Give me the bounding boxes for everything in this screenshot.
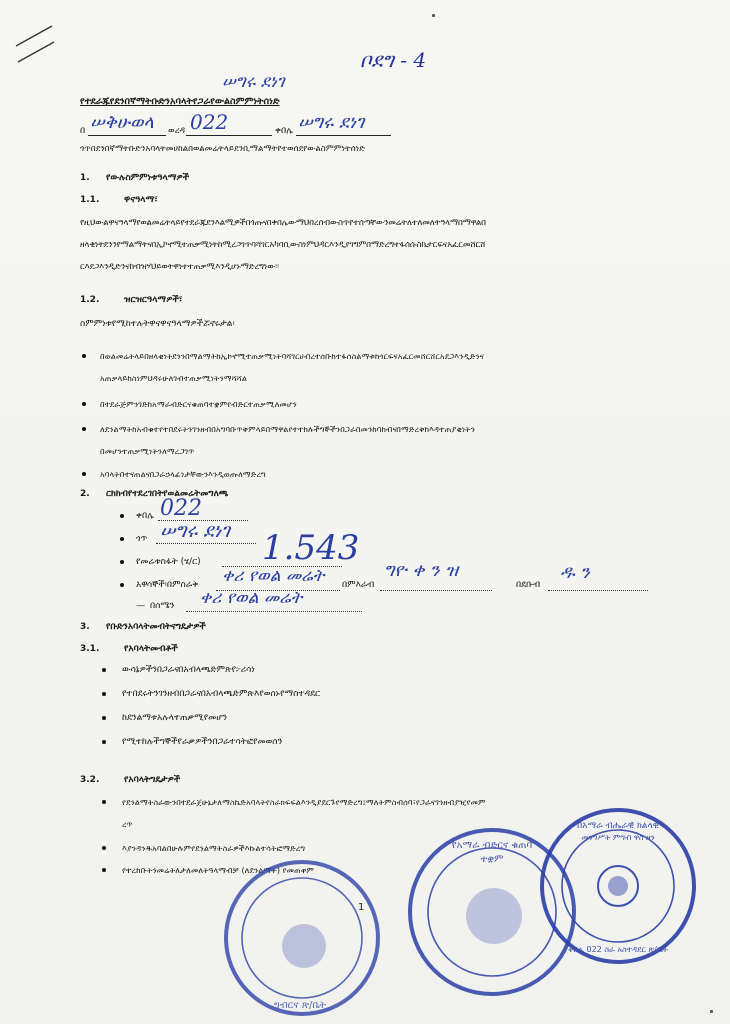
header-kebele-handwritten: ሠግሩ ደነገ [298, 112, 365, 133]
bullet [102, 800, 106, 804]
right4: የሚተከሉችግኞችየራቃዎችንበጋራተሳትፎየመወሰን [122, 737, 283, 747]
section1-2-number: 1.2. [80, 295, 100, 305]
section3-2-number: 3.2. [80, 775, 100, 785]
section1-2-title: ዝርዝርዓላማዎች፣ [124, 295, 183, 305]
section1-1-title: ዋናዓላማ፣ [124, 195, 158, 205]
stamp-right-text2: መንግሥት ምግብ ዋስ ዞን [581, 833, 655, 842]
bullet [102, 716, 106, 720]
got-value-handwritten: ሠግሩ ደነገ [160, 520, 230, 542]
section3-number: 3. [80, 622, 90, 632]
section1-1-para-line2: ዘላቂነትደንንየማልማትናበኢኮኖሚተጠቃሚነትከሚረጋገጥባሻገርአካባቢውስነምህዳርእንዲያገግምበማድረግተፋሰሱስኬታርፍናአፈርመሸርሸ [80, 239, 486, 249]
objective2: በተደራጅምንገድከአማራብድርናቁጠባተቋምየብድርተጠቃሚለመሆን [100, 399, 297, 409]
stamp-middle-text2: ተቋም [480, 854, 504, 865]
right1: ውሳኔዎችንበጋራናበአብላጫድምጽየ፦ሪሳነ [122, 665, 255, 675]
section1-number: 1. [80, 173, 90, 183]
bullet [82, 354, 86, 358]
bullet [120, 537, 124, 541]
place-underline [88, 135, 166, 136]
stamp-right-text3: ቀበሌ 022 ስራ አስተዳደር ጽ/ቤት [568, 945, 668, 954]
boundary-north-dash: — [136, 601, 145, 611]
section3-1-number: 3.1. [80, 644, 100, 654]
stamp-left-text: ግብርና ጽ/ቤት [273, 1000, 327, 1011]
header-line2-prefix: በ [80, 126, 86, 136]
objective1-line2: አጠቃላይከስነምህዳሩሁለገብተጠቃሚነትንማሻሻል [100, 373, 248, 383]
objective1-line1: በወልመሬትላይበዘላቂነትደንንበማልማትከኢኮኖሚተጠቃሚነትባሻገርሀብረተሰቡከተፋሰስልማቱከጎርፍናአፈርመሸርሸርአደጋእንዲድንና [100, 351, 485, 361]
section2-number: 2. [80, 489, 90, 499]
header-handwritten-top: ሠግሩ ደነገ [222, 72, 285, 92]
boundary-east-label: አዋሳኞች፡በምስራቅ [136, 580, 199, 590]
section2-title: ርክክብየተደረገበትየወልመሬትመግለጫ [106, 489, 229, 499]
bullet [82, 472, 86, 476]
document-title: የተደራጁየደንበኛማትቡድንአባላትየጋራየውልስምምነትሰነድ [80, 96, 280, 107]
boundary-north-fill-line [186, 611, 362, 612]
duty2: እያንዳንዱአባልበሁሉምየደንልማትስራዎችእኩልተሳትፎማድረግ [122, 843, 306, 853]
kebele-underline [296, 135, 391, 136]
bullet [102, 668, 106, 672]
bullet [102, 740, 106, 744]
boundary-north-label: በሰሜን [150, 601, 175, 611]
bullet [102, 692, 106, 696]
header-place-handwritten: ሠቅሁወላ [90, 112, 154, 133]
section1-title: የውሉስምምነቱዓላማዎች [106, 173, 190, 183]
header-line2-woreda: ወረዳ [168, 126, 186, 136]
stamp-right [538, 806, 698, 966]
duty3: የተረከቡትንመሬትለታለመለትዓላማብቻ (ለደንልማት) የመጠቀም [122, 865, 314, 875]
boundary-west-fill-line [380, 590, 492, 591]
woreda-underline [186, 135, 272, 136]
duty1-line1: የደንልማትስራውንበተደራጀሁኔታለማስኬድአባላትየስራክፍፍልእንዲያደርጉየማድረግ፤ማለትምስብሰባ፣የጋራናገንዘብያዢየመም [122, 797, 486, 807]
right2: የተበደሩትንገንዘብበጋራናበአብላጫድምጽእየወሰኑየማስተዳደር [122, 689, 320, 699]
margin-note-handwritten: ቦደግ - 4 [360, 48, 427, 72]
section1-2-intro: ስምምነቱየሚከተሉትዋናዋናዓላማዎችሯኖሩታል፡ [80, 319, 235, 329]
boundary-south-label: በደቡብ [516, 580, 541, 590]
section1-1-para-line3: ርእደጋእንዲድንናከብዝሃህይወትዋነተተጠቃሚእንዲሆኑማድረግነው፡፡ [80, 261, 280, 271]
stamp-left [222, 850, 382, 1020]
got-fill-line [156, 543, 256, 544]
kebele-value-handwritten: 022 [160, 496, 202, 521]
section1-1-number: 1.1. [80, 195, 100, 205]
bullet [120, 560, 124, 564]
boundary-west-label: በምእራብ [342, 580, 375, 590]
stamp-middle-text1: የአማራ ብድርና ቁጠባ [451, 840, 533, 851]
got-label: ጎጥ [136, 534, 148, 544]
speck [432, 14, 435, 17]
duty1-line2: ረጥ [122, 819, 133, 829]
header-line2-kebele: ቀበሌ [275, 126, 293, 136]
objective3-line2: በመሆንተጠቃሚነትንለማረጋገጥ [100, 446, 195, 456]
header-line3: ጎጥበደንበኛማትቡድንአባላትመሀከልበወልመሬትላይደንቢማልማትየተወሰደየውልስምምነትሰነድ [80, 144, 366, 154]
speck [710, 1010, 713, 1013]
bullet [120, 583, 124, 587]
section1-1-para-line1: የዚህውልዋናዓላማየወልመሬትላይየተደራጁደንእልሚዎችበጎጡናበቀበሌውማህበረሰብውስጥየተሰጣቸውንመሬትለተለመለትዓላማበማዋልበ [80, 217, 486, 227]
stamp-right-text1: በአማራ ብሔራዊ ክልላዊ [577, 821, 659, 831]
boundary-west-value-handwritten: ግዮ ቀ ን ዝ [384, 560, 459, 581]
bullet [102, 868, 106, 872]
boundary-east-value-handwritten: ቀሪ የወል መሬት [222, 566, 325, 586]
bullet [82, 427, 86, 431]
kebele-label: ቀበሌ [136, 511, 154, 521]
section3-1-title: የአባላትመብቶች [124, 644, 178, 654]
page-number: 1 [358, 902, 365, 913]
land-area-value-handwritten: 1.543 [262, 528, 360, 568]
section3-title: የቡድንአባላትመብትናግዴታዎች [106, 622, 206, 632]
objective3-line1: ለደንልማትከአብቁተየተበደሩትንገንዘብበአግባቡጥቅምላይበማዋልየተተከሉችግኞችንበጋራበመንከባከብናበማድረቅከእዳተጠያቂነትን [100, 424, 476, 434]
boundary-north-value-handwritten: ቀሪ የወል መሬት [200, 588, 303, 608]
header-woreda-handwritten: 022 [190, 110, 229, 134]
bullet [82, 402, 86, 406]
bullet [120, 514, 124, 518]
corner-slash-marks [14, 22, 56, 66]
section3-2-title: የአባላትግዴታዎች [124, 775, 181, 785]
boundary-south-fill-line [548, 590, 648, 591]
right3: ከደንልማቱአሉላተጠቃሚየመሆን [122, 713, 228, 723]
boundary-south-value-handwritten: ዱ ን [560, 562, 590, 583]
land-area-label: የመሬቱስፋት (ሄ/ር) [136, 557, 201, 567]
bullet [102, 846, 106, 850]
objective4: አባላትበተናጠልናበጋራኃላፊነታቸውንእንዲወጡለማድረግ [100, 469, 266, 479]
